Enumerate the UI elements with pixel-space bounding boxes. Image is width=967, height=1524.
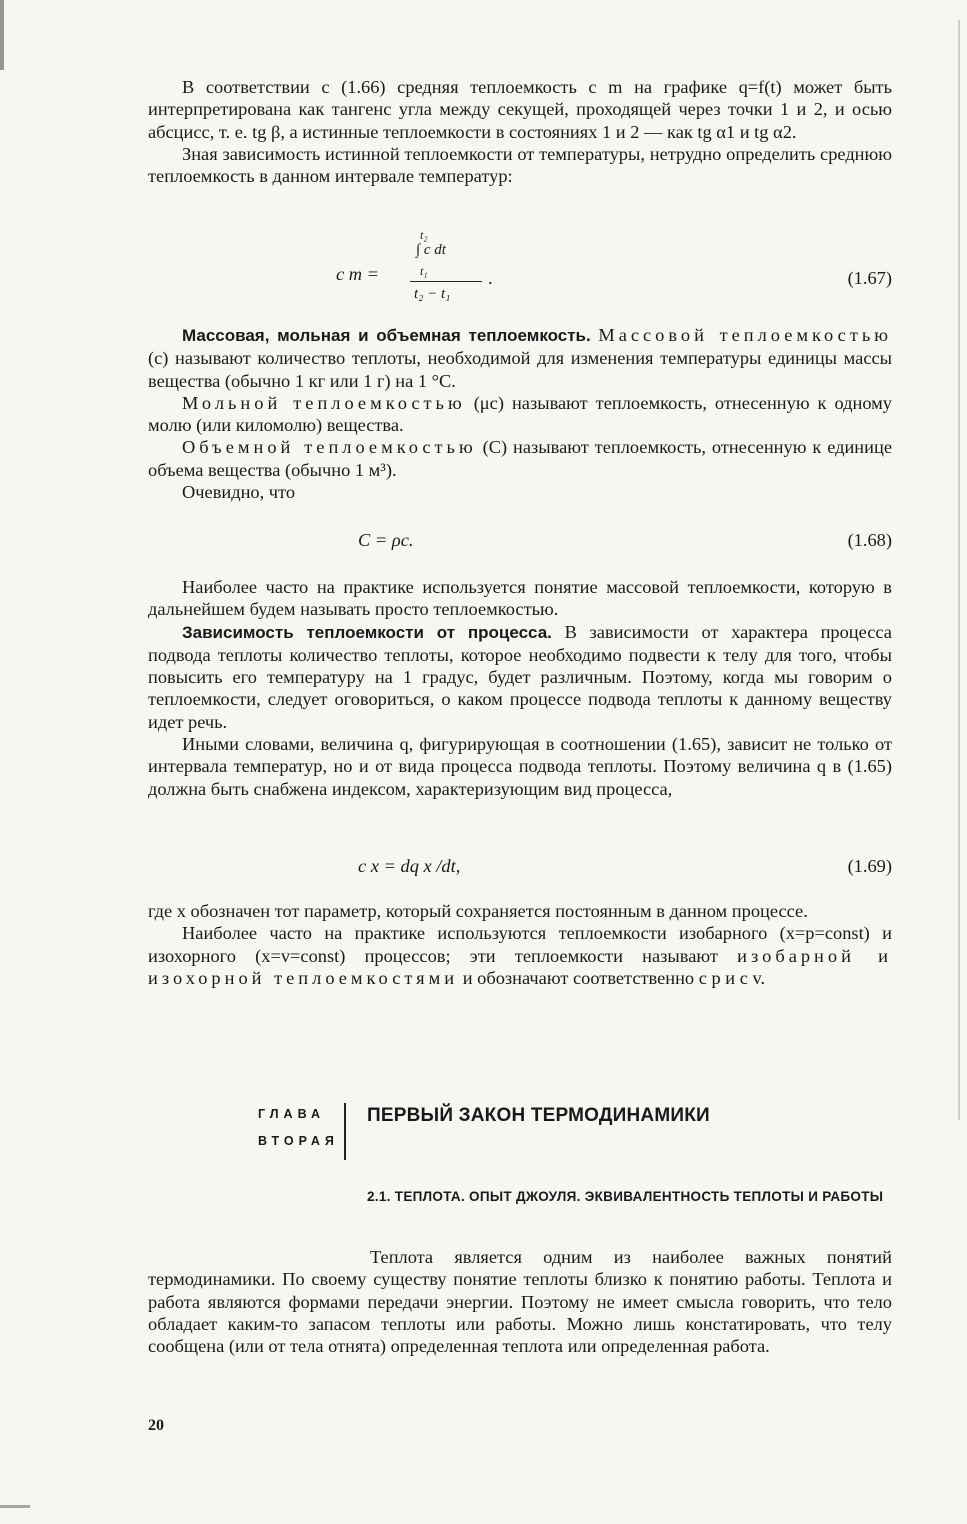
equation-1-68 xyxy=(148,530,892,560)
equation-1-68-formula: C = ρc. xyxy=(358,530,414,550)
fraction-denominator: t₂ − t₁ xyxy=(414,286,451,302)
definition-mass-heat-capacity: (c) называют количество теплоты, необходимой для изменения температуры единицы массы вещества (обычно 1 кг или 1 г) на 1 °С. xyxy=(148,348,892,391)
chapter-label-word: ГЛАВА xyxy=(258,1107,326,1121)
equation-number-1-69: (1.69) xyxy=(847,856,892,876)
paragraph-isobaric-isochoric xyxy=(148,922,892,989)
section-title: 2.1. ТЕПЛОТА. ОПЫТ ДЖОУЛЯ. ЭКВИВАЛЕНТНОСТЬ ТЕПЛОТЫ И РАБОТЫ xyxy=(367,1189,884,1204)
isobaric-text-a: Наиболее часто на практике используются теплоемкости изобарного (x=p=const) и изохорного (x=v=const) процессов; эти теплоемкости называют xyxy=(148,923,892,966)
heading-process-dependence: Зависимость теплоемкости от процесса. xyxy=(182,622,552,642)
paragraph-mass-heat-capacity xyxy=(148,324,892,392)
text-block-5 xyxy=(148,1246,892,1357)
term-molar-heat-capacity: Мольной теплоемкостью xyxy=(182,392,466,413)
isobaric-text-b: и обозначают соответственно c p и c v. xyxy=(462,967,766,988)
scan-edge-left xyxy=(0,0,4,70)
integral-upper-limit: t₂ xyxy=(420,228,428,242)
paragraph-mean-heat-capacity: В соответствии с (1.66) средняя теплоемкость c m на графике q=f(t) может быть интерпретирована как тангенс угла между секущей, проходящей через точки 1 и 2, и осью абсцисс, т. е. tg β, а истинные теплоемкости в состояниях 1 и 2 — как tg α1 и tg α2. xyxy=(148,77,892,142)
definition-volume-heat-capacity: (C) называют теплоемкость, отнесенную к единице объема вещества (обычно 1 м³). xyxy=(148,437,892,480)
paragraph-molar-heat-capacity xyxy=(148,392,892,437)
paragraph-in-other-words: Иными словами, величина q, фигурирующая в соотношении (1.65), зависит не только от интервала температур, но и от вида процесса подвода теплоты. Поэтому величина q в (1.65) должна быть снабжена индексом, характеризующим вид процесса, xyxy=(148,734,892,799)
equation-1-67 xyxy=(148,228,892,318)
paragraph-process-dependence xyxy=(148,621,892,733)
equation-number-1-68: (1.68) xyxy=(847,530,892,550)
paragraph-volume-heat-capacity xyxy=(148,436,892,481)
definition-molar-heat-capacity: (μc) называют теплоемкость, отнесенную к одному молю (или киломолю) вещества. xyxy=(148,392,892,436)
equation-1-69 xyxy=(148,856,892,886)
text-block-2 xyxy=(148,324,892,503)
paragraph-obviously: Очевидно, что xyxy=(182,482,296,503)
scan-edge-bottom xyxy=(0,1505,30,1508)
equation-1-67-lhs: c m = xyxy=(336,264,380,284)
paragraph-mass-usage: Наиболее часто на практике используется понятие массовой теплоемкости, которую в дальнейшем будем называть просто теплоемкостью. xyxy=(148,577,892,620)
chapter-title: ПЕРВЫЙ ЗАКОН ТЕРМОДИНАМИКИ xyxy=(367,1105,710,1126)
paragraph-where-x: где x обозначен тот параметр, который сохраняется постоянным в данном процессе. xyxy=(148,901,808,921)
term-mass-heat-capacity: Массовой теплоемкостью xyxy=(598,325,892,345)
paragraph-true-heat-capacity: Зная зависимость истинной теплоемкости от температуры, нетрудно определить среднюю теплоемкость в данном интервале температур: xyxy=(148,143,892,187)
term-isobaric-isochoric: изобарной и изохорной теплоемкостями xyxy=(148,945,892,988)
integral-lower-limit: t₁ xyxy=(420,264,428,278)
paragraph-heat-concept: Теплота является одним из наиболее важных понятий термодинамики. По своему существу понятие теплоты близко к понятию работы. Теплота и работа являются формами передачи энергии. Поэтому не имеет смысла говорить, что тело обладает каким-то запасом теплоты или работы. Можно лишь констатировать, что телу сообщена (или от тела отнята) определенная теплота или определенная работа. xyxy=(148,1247,892,1357)
equation-1-69-formula: c x = dq x /dt, xyxy=(358,856,461,876)
process-dependence-text: В зависимости от характера процесса подвода теплоты количество теплоты, которое необходимо подвести к телу для того, чтобы повысить его температуру на 1 градус, будет различным. Поэтому, когда мы говорим о теплоемкости, следует оговориться, о каком процессе подвода теплоты к данному веществу идет речь. xyxy=(148,621,892,732)
heading-mass-molar-volume: Массовая, мольная и объемная теплоемкость. xyxy=(182,326,591,345)
integral-expression: ∫ c dt xyxy=(416,242,446,258)
chapter-divider xyxy=(344,1103,346,1160)
chapter-label xyxy=(258,1107,339,1148)
equation-number-1-67: (1.67) xyxy=(847,268,892,288)
fraction-bar xyxy=(410,281,482,282)
chapter-label-number: ВТОРАЯ xyxy=(258,1134,339,1148)
text-block-3 xyxy=(148,576,892,800)
text-block-1 xyxy=(148,76,892,187)
equation-1-67-period: . xyxy=(488,268,493,288)
term-volume-heat-capacity: Объемной теплоемкостью xyxy=(182,437,477,458)
scan-edge-right xyxy=(958,20,960,1120)
page-number: 20 xyxy=(148,1417,164,1434)
text-block-4 xyxy=(148,900,892,989)
